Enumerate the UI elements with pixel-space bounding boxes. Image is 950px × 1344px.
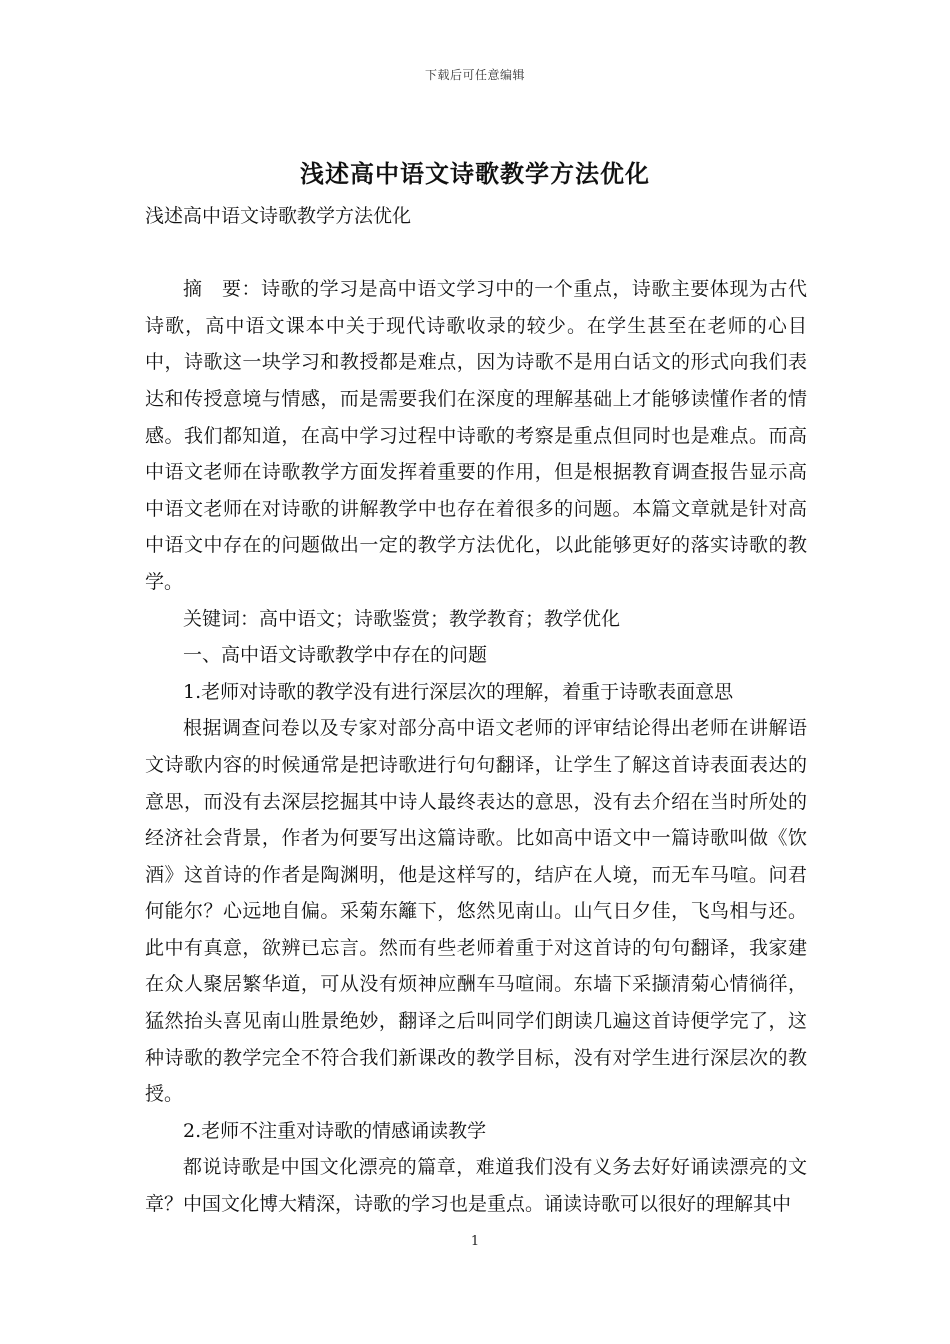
keywords-line: 关键词：高中语文；诗歌鉴赏；教学教育；教学优化 — [183, 607, 621, 630]
page-number: 1 — [470, 1234, 480, 1249]
document-body — [145, 198, 807, 1223]
header-note: 下载后可任意编辑 — [424, 68, 525, 82]
section-heading-1: 一、高中语文诗歌教学中存在的问题 — [183, 644, 488, 667]
point-1-body: 根据调查问卷以及专家对部分高中语文老师的评审结论得出老师在讲解语文诗歌内容的时候通常是把诗歌进行句句翻译，让学生了解这首诗表面表达的意思，而没有去深层挖掘其中诗人最终表达的意思，没有去介绍在当时所处的经济社会背景，作者为何要写出这篇诗歌。比如高中语文中一篇诗歌叫做《饮酒》这首诗的作者是陶渊明，他是这样写的，结庐在人境，而无车马喧。问君何能尔？心远地自偏。采菊东籬下，悠然见南山。山气日夕佳，飞鸟相与还。此中有真意，欲辨已忘言。然而有些老师着重于对这首诗的句句翻译，我家建在众人聚居繁华道，可从没有烦神应酬车马喧闹。东墙下采撷清菊心情徜徉，猛然抬头喜见南山胜景绝妙，翻译之后叫同学们朗读几遍这首诗便学完了，这种诗歌的教学完全不符合我们新课改的教学目标，没有对学生进行深层次的教授。 — [145, 717, 807, 1106]
abstract-paragraph: 摘 要：诗歌的学习是高中语文学习中的一个重点，诗歌主要体现为古代诗歌，高中语文课本中关于现代诗歌收录的较少。在学生甚至在老师的心目中，诗歌这一块学习和教授都是难点，因为诗歌不是用白话文的形式向我们表达和传授意境与情感，而是需要我们在深度的理解基础上才能够读懂作者的情感。我们都知道，在高中学习过程中诗歌的考察是重点但同时也是难点。而高中语文老师在诗歌教学方面发挥着重要的作用，但是根据教育调查报告显示高中语文老师在对诗歌的讲解教学中也存在着很多的问题。本篇文章就是针对高中语文中存在的问题做出一定的教学方法优化，以此能够更好的落实诗歌的教学。 — [145, 278, 807, 593]
document-subtitle: 浅述高中语文诗歌教学方法优化 — [145, 205, 412, 227]
point-2-heading: 2.老师不注重对诗歌的情感诵读教学 — [183, 1119, 487, 1142]
point-2-body: 都说诗歌是中国文化漂亮的篇章，难道我们没有义务去好好诵读漂亮的文章？中国文化博大精深，诗歌的学习也是重点。诵读诗歌可以很好的理解其中 — [145, 1156, 807, 1216]
point-1-heading: 1.老师对诗歌的教学没有进行深层次的理解，着重于诗歌表面意思 — [183, 680, 734, 703]
document-title: 浅述高中语文诗歌教学方法优化 — [300, 159, 650, 188]
